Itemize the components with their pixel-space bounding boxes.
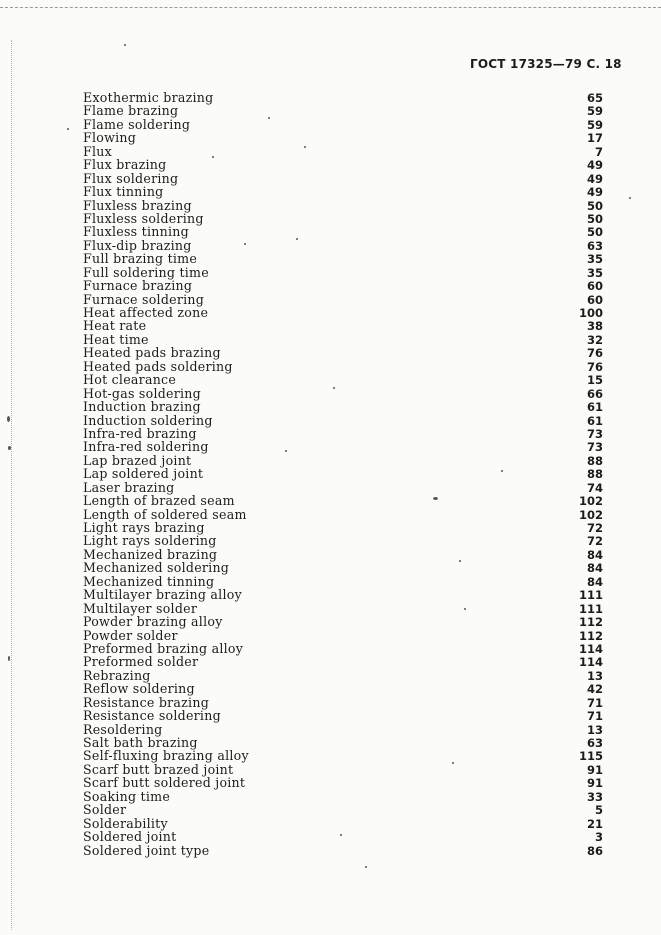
index-term: Heated pads soldering bbox=[83, 358, 233, 374]
index-entry bbox=[83, 440, 603, 453]
index-term: Soldered joint type bbox=[83, 842, 210, 858]
index-entry bbox=[83, 575, 603, 588]
index-entry bbox=[83, 373, 603, 386]
index-entry bbox=[83, 602, 603, 615]
index-entry bbox=[83, 749, 603, 762]
index-term: Flowing bbox=[83, 130, 137, 146]
index-page-number: 112 bbox=[578, 615, 603, 630]
index-entry bbox=[83, 104, 603, 117]
top-scan-edge bbox=[0, 7, 661, 8]
scan-speck bbox=[285, 450, 287, 452]
index-term: Hot clearance bbox=[83, 372, 177, 388]
index-term: Soldered joint bbox=[83, 829, 177, 845]
scan-speck bbox=[304, 146, 306, 148]
index-entry bbox=[83, 521, 603, 534]
index-page-number: 111 bbox=[578, 601, 603, 616]
index-term: Flame brazing bbox=[83, 103, 179, 119]
index-term: Mechanized tinning bbox=[83, 573, 215, 589]
index-term: Flux soldering bbox=[83, 170, 179, 186]
index-term: Hot-gas soldering bbox=[83, 385, 201, 401]
index-entry bbox=[83, 454, 603, 467]
index-entry bbox=[83, 561, 603, 574]
index-page-number: 60 bbox=[586, 279, 603, 294]
scan-speck bbox=[459, 560, 461, 562]
index-term: Furnace soldering bbox=[83, 291, 205, 307]
index-page-number: 63 bbox=[586, 736, 603, 750]
index-page-number: 3 bbox=[594, 830, 603, 845]
index-entry bbox=[83, 844, 603, 857]
index-page-number: 49 bbox=[586, 171, 603, 186]
index-page-number: 111 bbox=[578, 588, 603, 603]
index-term: Scarf butt soldered joint bbox=[83, 775, 246, 791]
index-term: Heated pads brazing bbox=[83, 345, 221, 361]
scan-speck bbox=[433, 497, 438, 500]
index-entry bbox=[83, 199, 603, 212]
index-page-number: 73 bbox=[586, 426, 603, 441]
index-entry bbox=[83, 629, 603, 642]
index-entry bbox=[83, 481, 603, 494]
index-entry bbox=[83, 696, 603, 709]
index-entry bbox=[83, 319, 603, 332]
index-entry bbox=[83, 534, 603, 547]
index-page-number: 91 bbox=[586, 776, 603, 791]
index-page-number: 115 bbox=[578, 749, 603, 764]
index-entry bbox=[83, 172, 603, 185]
index-entry bbox=[83, 131, 603, 144]
index-page-number: 65 bbox=[586, 91, 603, 105]
index-page-number: 61 bbox=[586, 400, 603, 415]
scan-speck bbox=[464, 608, 466, 610]
index-page-number: 38 bbox=[586, 319, 603, 334]
index-entry bbox=[83, 615, 603, 628]
index-entry bbox=[83, 212, 603, 225]
scan-speck bbox=[452, 762, 454, 764]
scan-speck bbox=[7, 416, 10, 422]
scan-speck bbox=[8, 656, 10, 661]
index-entry bbox=[83, 225, 603, 238]
index-entry bbox=[83, 642, 603, 655]
index-page-number: 114 bbox=[578, 655, 603, 670]
index-entry bbox=[83, 467, 603, 480]
index-page-number: 102 bbox=[578, 494, 603, 509]
index-term: Length of brazed seam bbox=[83, 493, 235, 509]
index-entry bbox=[83, 763, 603, 776]
index-term: Rebrazing bbox=[83, 667, 151, 683]
index-term: Infra-red brazing bbox=[83, 425, 197, 441]
left-binding-edge bbox=[11, 40, 12, 930]
index-entry bbox=[83, 736, 603, 749]
index-page-number: 50 bbox=[586, 211, 603, 226]
index-page-number: 49 bbox=[586, 185, 603, 200]
index-page-number: 76 bbox=[586, 346, 603, 361]
index-page-number: 59 bbox=[586, 104, 603, 119]
index-entry bbox=[83, 252, 603, 265]
index-term: Induction soldering bbox=[83, 412, 213, 428]
scan-speck bbox=[124, 44, 126, 46]
scan-speck bbox=[501, 470, 503, 472]
scan-speck bbox=[268, 117, 270, 119]
index-page-number: 84 bbox=[586, 547, 603, 562]
index-page-number: 84 bbox=[586, 574, 603, 589]
index-entry bbox=[83, 494, 603, 507]
index-term: Flame soldering bbox=[83, 116, 191, 132]
index-term: Solderability bbox=[83, 815, 168, 831]
index-entry bbox=[83, 185, 603, 198]
scan-speck bbox=[365, 866, 367, 868]
index-entry bbox=[83, 669, 603, 682]
index-page-number: 50 bbox=[586, 225, 603, 240]
index-page-number: 61 bbox=[586, 413, 603, 428]
index-term: Fluxless soldering bbox=[83, 210, 204, 226]
index-term: Light rays soldering bbox=[83, 533, 217, 549]
index-page-number: 66 bbox=[586, 386, 603, 401]
index-term: Fluxless brazing bbox=[83, 197, 192, 213]
index-entry bbox=[83, 158, 603, 171]
scan-speck bbox=[340, 834, 342, 836]
index-term: Powder solder bbox=[83, 627, 178, 643]
index-term: Multilayer solder bbox=[83, 600, 198, 616]
index-term: Length of soldered seam bbox=[83, 506, 247, 522]
index-entry bbox=[83, 790, 603, 803]
index-term: Lap brazed joint bbox=[83, 452, 192, 468]
index-term: Salt bath brazing bbox=[83, 735, 198, 750]
index-page-number: 49 bbox=[586, 158, 603, 173]
index-page-number: 114 bbox=[578, 641, 603, 656]
index-page-number: 84 bbox=[586, 561, 603, 576]
index-entry bbox=[83, 414, 603, 427]
index-page-number: 63 bbox=[586, 238, 603, 253]
index-term: Infra-red soldering bbox=[83, 439, 209, 455]
index-page-number: 74 bbox=[586, 480, 603, 495]
index-entry bbox=[83, 266, 603, 279]
index-page-number: 76 bbox=[586, 359, 603, 374]
index-page-number: 17 bbox=[586, 131, 603, 146]
index-term: Scarf butt brazed joint bbox=[83, 761, 234, 777]
index-page-number: 15 bbox=[586, 373, 603, 388]
index-page-number: 73 bbox=[586, 440, 603, 455]
index-page-number: 33 bbox=[586, 789, 603, 804]
index-page-number: 13 bbox=[586, 722, 603, 737]
index-page-number: 72 bbox=[586, 521, 603, 535]
index-page-number: 42 bbox=[586, 682, 603, 697]
index-term: Resistance brazing bbox=[83, 694, 210, 710]
index-entry bbox=[83, 803, 603, 816]
scan-speck bbox=[333, 387, 335, 389]
index-page-number: 35 bbox=[586, 252, 603, 267]
index-entry bbox=[83, 508, 603, 521]
index-entry bbox=[83, 400, 603, 413]
index-entry bbox=[83, 387, 603, 400]
index-entry bbox=[83, 306, 603, 319]
scan-speck bbox=[244, 243, 246, 245]
index-entry bbox=[83, 682, 603, 695]
index-term: Resoldering bbox=[83, 721, 163, 737]
index-page-number: 112 bbox=[578, 628, 603, 643]
scan-speck bbox=[296, 238, 298, 240]
index-term: Exothermic brazing bbox=[83, 90, 214, 105]
index-entry bbox=[83, 655, 603, 668]
index-page-number: 100 bbox=[578, 306, 603, 320]
index-term: Resistance soldering bbox=[83, 708, 221, 724]
running-header: ГОСТ 17325—79 С. 18 bbox=[470, 57, 622, 71]
scan-speck bbox=[8, 446, 11, 450]
index-entry bbox=[83, 817, 603, 830]
index-term: Soaking time bbox=[83, 788, 171, 804]
index-page-number: 102 bbox=[578, 507, 603, 522]
index-term: Full soldering time bbox=[83, 264, 209, 280]
index-term: Heat rate bbox=[83, 318, 147, 334]
index-entry bbox=[83, 360, 603, 373]
index-page-number: 35 bbox=[586, 265, 603, 280]
scan-speck bbox=[212, 156, 214, 158]
index-entry bbox=[83, 333, 603, 346]
index-term: Fluxless tinning bbox=[83, 224, 189, 240]
index-entry bbox=[83, 293, 603, 306]
index-entry bbox=[83, 118, 603, 131]
index-entry bbox=[83, 279, 603, 292]
index-page-number: 88 bbox=[586, 467, 603, 482]
index-page-number: 71 bbox=[586, 709, 603, 724]
index-term: Mechanized brazing bbox=[83, 546, 218, 562]
index-term: Light rays brazing bbox=[83, 520, 205, 535]
index-entry bbox=[83, 427, 603, 440]
index-term: Flux tinning bbox=[83, 184, 164, 200]
index-entry bbox=[83, 776, 603, 789]
index-entry bbox=[83, 830, 603, 843]
index-entry bbox=[83, 723, 603, 736]
index-page-number: 59 bbox=[586, 117, 603, 132]
index-term: Flux bbox=[83, 143, 112, 159]
scan-speck bbox=[67, 128, 69, 130]
index-term: Laser brazing bbox=[83, 479, 175, 495]
index-term: Preformed brazing alloy bbox=[83, 640, 244, 656]
index-term: Full brazing time bbox=[83, 251, 198, 267]
index-entry bbox=[83, 91, 603, 104]
index-page-number: 72 bbox=[586, 534, 603, 549]
index-term: Furnace brazing bbox=[83, 278, 193, 294]
index-entry bbox=[83, 145, 603, 158]
index-term: Flux brazing bbox=[83, 157, 167, 173]
index-term: Solder bbox=[83, 802, 127, 818]
index-page-number: 13 bbox=[586, 668, 603, 683]
index-term: Induction brazing bbox=[83, 399, 201, 415]
index-term: Reflow soldering bbox=[83, 681, 195, 697]
index-page-number: 32 bbox=[586, 332, 603, 347]
scan-speck bbox=[629, 197, 631, 199]
index-term: Lap soldered joint bbox=[83, 466, 204, 482]
index-page-number: 91 bbox=[586, 762, 603, 777]
index-page-number: 88 bbox=[586, 453, 603, 468]
index-page-number: 7 bbox=[594, 144, 603, 159]
index-term: Powder brazing alloy bbox=[83, 614, 223, 630]
index-term: Heat affected zone bbox=[83, 305, 209, 320]
index-entry bbox=[83, 588, 603, 601]
index-term: Flux-dip brazing bbox=[83, 237, 192, 253]
index-term: Mechanized soldering bbox=[83, 560, 230, 576]
alphabetical-index bbox=[83, 91, 603, 857]
index-term: Multilayer brazing alloy bbox=[83, 587, 242, 603]
index-page-number: 60 bbox=[586, 292, 603, 307]
index-page-number: 50 bbox=[586, 198, 603, 213]
index-entry bbox=[83, 346, 603, 359]
index-term: Self-fluxing brazing alloy bbox=[83, 748, 249, 764]
index-page-number: 5 bbox=[594, 803, 603, 818]
index-entry bbox=[83, 709, 603, 722]
index-entry bbox=[83, 239, 603, 252]
index-page-number: 86 bbox=[586, 843, 603, 858]
index-page-number: 71 bbox=[586, 695, 603, 710]
index-term: Heat time bbox=[83, 331, 149, 347]
index-page-number: 21 bbox=[586, 816, 603, 831]
index-term: Preformed solder bbox=[83, 654, 199, 670]
index-entry bbox=[83, 548, 603, 561]
